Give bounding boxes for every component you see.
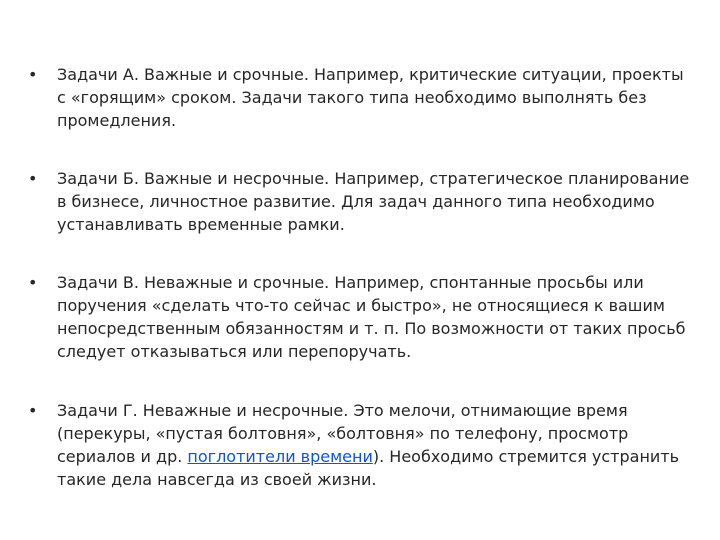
list-item-v [28,271,700,363]
list-item-text: Задачи А. Важные и срочные. Например, критические ситуации, проекты с «горящим» сроком. Задачи такого типа необходимо выполнять без промедления. [57,65,684,130]
bullet-icon: • [28,65,38,84]
list-item-text: Задачи В. Неважные и срочные. Например, спонтанные просьбы или поручения «сделать что-то сейчас и быстро», не относящиеся к вашим непосредственным обязанностям и т. п. По возможности от таких просьб следует отказываться или перепоручать. [57,273,686,361]
list-item-text [57,399,697,491]
bullet-icon: • [28,169,38,188]
time-wasters-link[interactable]: поглотители времени [187,447,373,466]
list-item-b [28,167,700,236]
bullet-icon: • [28,273,38,292]
list-item-text-before: Задачи Г. Неважные и несрочные. Это мелочи, отнимающие время (перекуры, «пустая болтовня», «болтовня» по телефону, просмотр сериалов и др. [57,401,629,466]
list-item-text: Задачи Б. Важные и несрочные. Например, стратегическое планирование в бизнесе, личностное развитие. Для задач данного типа необходимо устанавливать временные рамки. [57,169,690,234]
list-item-text-after: ). Необходимо стремится устранить такие дела навсегда из своей жизни. [57,447,680,489]
bullet-icon: • [28,401,38,420]
list-item-g [28,399,700,491]
list-item-a [28,63,700,132]
